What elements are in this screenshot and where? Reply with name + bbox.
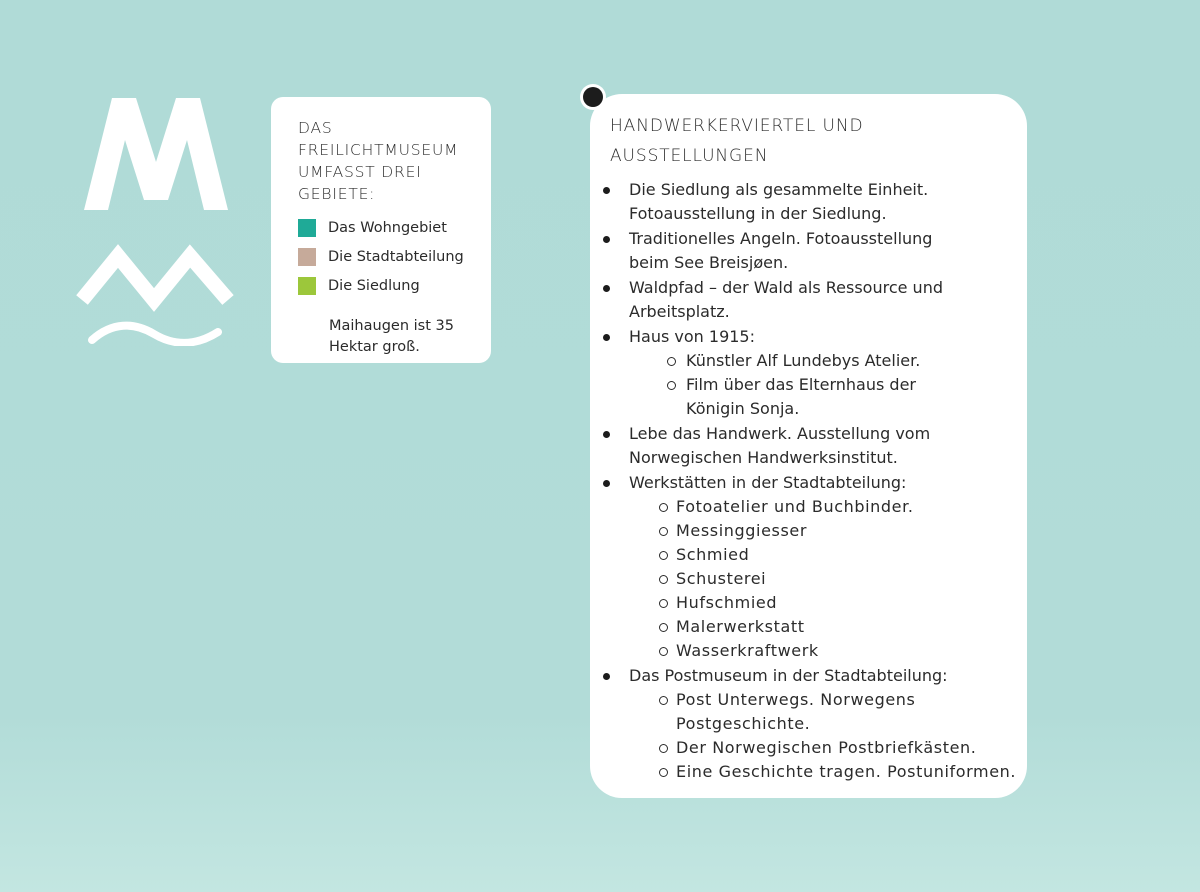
legend-card [271,97,491,363]
exhibitions-card [590,94,1027,798]
sub-list-item [590,639,1027,663]
sub-list-item [590,688,1027,736]
list-item [590,325,1027,421]
list-item-line: Arbeitsplatz. [629,302,730,321]
list-item [590,178,1027,226]
legend-title-line: DAS [298,119,333,137]
legend-note-line: Maihaugen ist 35 [329,318,454,334]
list-item [590,664,1027,784]
circle-bullet-icon [659,768,668,777]
circle-bullet-icon [659,744,668,753]
list-item [590,227,1027,275]
sub-list-item-line: Malerwerkstatt [676,617,805,636]
logo-m-shape [84,98,228,210]
bullet-icon [603,187,610,194]
swatch-wohngebiet [298,219,316,237]
swatch-stadtabteilung [298,248,316,266]
sub-list-item [590,567,1027,591]
legend-title [298,117,479,205]
list-item-line: Fotoausstellung in der Siedlung. [629,204,887,223]
list-item [590,471,1027,663]
legend-title-line: UMFASST DREI [298,163,422,181]
sub-list-item [590,736,1027,760]
sub-list-item-line: Post Unterwegs. Norwegens [676,690,916,709]
sub-list-item [590,373,1027,421]
bullet-icon [603,431,610,438]
circle-bullet-icon [659,599,668,608]
bullet-icon [603,334,610,341]
legend-item-stadtabteilung [298,242,479,271]
circle-bullet-icon [659,503,668,512]
list-item-line: Das Postmuseum in der Stadtabteilung: [629,666,948,685]
sub-list-item-line: Künstler Alf Lundebys Atelier. [686,351,921,370]
legend-note [329,316,479,358]
legend-item-label: Die Siedlung [328,277,420,294]
sub-list-item-line: Hufschmied [676,593,778,612]
legend-title-line: FREILICHTMUSEUM [298,141,459,159]
sub-list-item-line: Fotoatelier und Buchbinder. [676,497,914,516]
logo-wave-shape [92,326,218,343]
list-item-line: beim See Breisjøen. [629,253,789,272]
list-item-line: Haus von 1915: [629,327,755,346]
exhibitions-title-line: HANDWERKERVIERTEL UND [610,116,864,136]
maihaugen-logo-icon [76,96,236,346]
legend-item-wohngebiet [298,213,479,242]
circle-bullet-icon [667,381,676,390]
sub-list-item-line: Der Norwegischen Postbriefkästen. [676,738,977,757]
sub-list-item [590,760,1027,784]
sub-list-item-line: Postgeschichte. [676,714,811,733]
exhibitions-list [590,178,1027,785]
bullet-icon [603,285,610,292]
bullet-icon [603,236,610,243]
circle-bullet-icon [659,551,668,560]
sub-list-item [590,519,1027,543]
bullet-icon [603,480,610,487]
sub-list [629,349,1027,421]
legend-item-siedlung [298,271,479,300]
list-item-line: Waldpfad – der Wald als Ressource und [629,278,943,297]
sub-list-item-line: Königin Sonja. [686,399,800,418]
legend-title-line: GEBIETE: [298,185,376,203]
circle-bullet-icon [659,575,668,584]
sub-list-item [590,543,1027,567]
list-item-line: Die Siedlung als gesammelte Einheit. [629,180,929,199]
list-item [590,276,1027,324]
sub-list-item [590,615,1027,639]
circle-bullet-icon [659,623,668,632]
legend-item-label: Das Wohngebiet [328,219,447,236]
list-item-line: Lebe das Handwerk. Ausstellung vom [629,424,931,443]
list-item-line: Norwegischen Handwerksinstitut. [629,448,898,467]
bullet-icon [603,673,610,680]
legend-item-label: Die Stadtabteilung [328,248,464,265]
logo-zigzag-shape [82,256,228,300]
circle-bullet-icon [667,357,676,366]
list-item-line: Traditionelles Angeln. Fotoausstellung [629,229,933,248]
exhibitions-title [610,111,990,171]
circle-bullet-icon [659,647,668,656]
sub-list [629,495,1027,663]
sub-list-item [590,349,1027,373]
exhibitions-title-line: AUSSTELLUNGEN [610,146,769,166]
sub-list-item-line: Schmied [676,545,750,564]
sub-list-item-line: Schusterei [676,569,767,588]
sub-list [629,688,1027,784]
sub-list-item [590,591,1027,615]
sub-list-item-line: Messinggiesser [676,521,808,540]
sub-list-item [590,495,1027,519]
sub-list-item-line: Film über das Elternhaus der [686,375,916,394]
circle-bullet-icon [659,696,668,705]
swatch-siedlung [298,277,316,295]
legend-list [298,213,479,300]
sub-list-item-line: Eine Geschichte tragen. Postuniformen. [676,762,1017,781]
list-item-line: Werkstätten in der Stadtabteilung: [629,473,907,492]
circle-bullet-icon [659,527,668,536]
list-item [590,422,1027,470]
legend-note-line: Hektar groß. [329,339,420,355]
sub-list-item-line: Wasserkraftwerk [676,641,819,660]
pin-icon [580,84,606,110]
